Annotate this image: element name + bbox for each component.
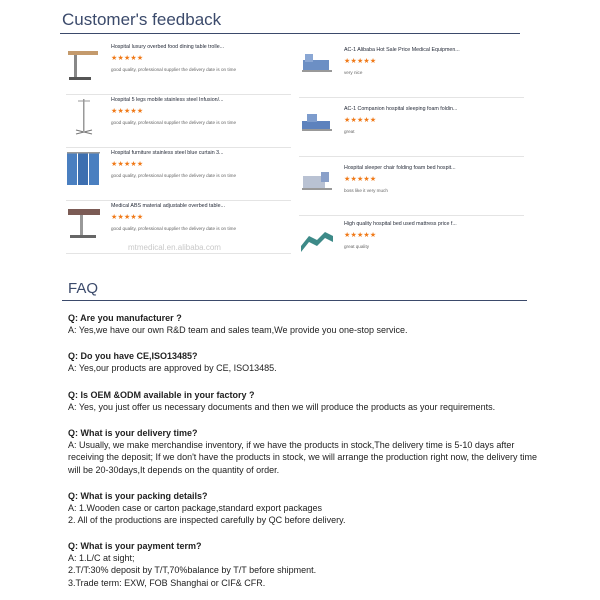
rating-stars: ★★★★★	[111, 161, 144, 168]
review-divider	[66, 94, 291, 95]
folding-chair-bed-icon	[299, 164, 335, 204]
review-comment: good quality, professional supplier the delivery date is on time	[111, 120, 237, 125]
review-product-title[interactable]: AC-1 Alibaba Hot Sale Price Medical Equipmen...	[344, 47, 460, 53]
rating-stars: ★★★★★	[344, 232, 377, 239]
rating-stars: ★★★★★	[344, 58, 377, 65]
review-comment: great quality	[344, 244, 370, 249]
faq-answer-line: A: 1.Wooden case or carton package,standard export packages	[68, 503, 322, 514]
folding-chair-bed-icon	[299, 46, 335, 86]
review-item[interactable]	[66, 43, 291, 95]
faq-item	[68, 427, 538, 476]
faq-item	[68, 350, 538, 374]
review-item[interactable]	[66, 96, 291, 148]
review-item[interactable]	[299, 105, 524, 157]
faq-answer-line: A: Yes, you just offer us necessary documents and then we will produce the products as your requirements.	[68, 402, 496, 413]
faq-item	[68, 312, 538, 336]
faq-question: Q: Are you manufacturer ?	[68, 313, 182, 323]
review-comment: good quality, professional supplier the delivery date is on time	[111, 67, 237, 72]
review-divider	[66, 200, 291, 201]
review-product-title[interactable]: Hospital 5 legs mobile stainless steel Infusion/...	[111, 97, 224, 103]
review-item[interactable]	[66, 149, 291, 201]
review-comment: great	[344, 129, 355, 134]
faq-question: Q: Is OEM &ODM available in your factory ?	[68, 390, 255, 400]
review-product-title[interactable]: AC-1 Companion hospital sleeping foam foldin...	[344, 106, 458, 112]
review-comment: very nice	[344, 70, 363, 75]
faq-answer-line: A: Yes,we have our own R&D team and sales team,We provide you one-stop service.	[68, 325, 408, 336]
review-comment: good quality, professional supplier the delivery date is on time	[111, 226, 237, 231]
faq-question: Q: What is your packing details?	[68, 491, 208, 501]
faq-title: FAQ	[68, 280, 99, 297]
review-comment: boss like it very much	[344, 188, 388, 193]
review-product-title[interactable]: Hospital sleeper chair folding foam bed hospit...	[344, 165, 456, 171]
review-divider	[66, 253, 291, 254]
review-divider	[299, 215, 524, 216]
faq-question: Q: Do you have CE,ISO13485?	[68, 351, 198, 361]
review-product-title[interactable]: Hospital furniture stainless steel blue curtain 3...	[111, 150, 224, 156]
review-comment: good quality, professional supplier the delivery date is on time	[111, 173, 237, 178]
iv-stand-icon	[66, 96, 102, 136]
faq-answer-line: 3.Trade term: EXW, FOB Shanghai or CIF& CFR.	[68, 577, 266, 588]
review-product-title[interactable]: Hospital luxury overbed food dining table trolle...	[111, 44, 225, 50]
faq-item	[68, 389, 538, 413]
faq-divider	[62, 300, 527, 301]
review-product-title[interactable]: Medical ABS material adjustable overbed table...	[111, 203, 225, 209]
rating-stars: ★★★★★	[111, 108, 144, 115]
faq-item	[68, 490, 538, 527]
faq-answer-line: 2. All of the productions are inspected carefully by QC before delivery.	[68, 515, 346, 526]
review-item[interactable]	[299, 46, 524, 98]
watermark: mtmedical.en.alibaba.com	[128, 243, 221, 252]
review-divider	[299, 97, 524, 98]
folding-chair-bed-icon	[299, 105, 335, 145]
rating-stars: ★★★★★	[111, 214, 144, 221]
review-item[interactable]	[299, 220, 524, 272]
curtain-screen-icon	[66, 149, 102, 189]
review-divider	[66, 147, 291, 148]
review-item[interactable]	[299, 164, 524, 216]
faq-item	[68, 540, 538, 589]
overbed-table-icon	[66, 43, 102, 83]
faq-answer-line: 2.T/T:30% deposit by T/T,70%balance by T/T before shipment.	[68, 565, 317, 576]
faq-question: Q: What is your payment term?	[68, 541, 202, 551]
rating-stars: ★★★★★	[111, 55, 144, 62]
overbed-table-icon	[66, 202, 102, 242]
review-product-title[interactable]: High quality hospital bed used mattress price f...	[344, 221, 457, 227]
faq-answer-line: A: Yes,our products are approved by CE, ISO13485.	[68, 363, 277, 374]
feedback-divider	[60, 33, 520, 34]
feedback-title: Customer's feedback	[62, 10, 222, 29]
review-divider	[299, 156, 524, 157]
faq-answer-line: A: Usually, we make merchandise inventory, if we have the products in stock,The delivery time is 5-10 days after receiving the deposit; If we don't have the products in stock, we will arrange the production right now, the delivery time will be 20-30days,It depends on the quantity of order.	[68, 440, 537, 475]
faq-question: Q: What is your delivery time?	[68, 428, 198, 438]
rating-stars: ★★★★★	[344, 176, 377, 183]
faq-answer-line: A: 1.L/C at sight;	[68, 553, 135, 564]
rating-stars: ★★★★★	[344, 117, 377, 124]
mattress-icon	[299, 220, 335, 260]
